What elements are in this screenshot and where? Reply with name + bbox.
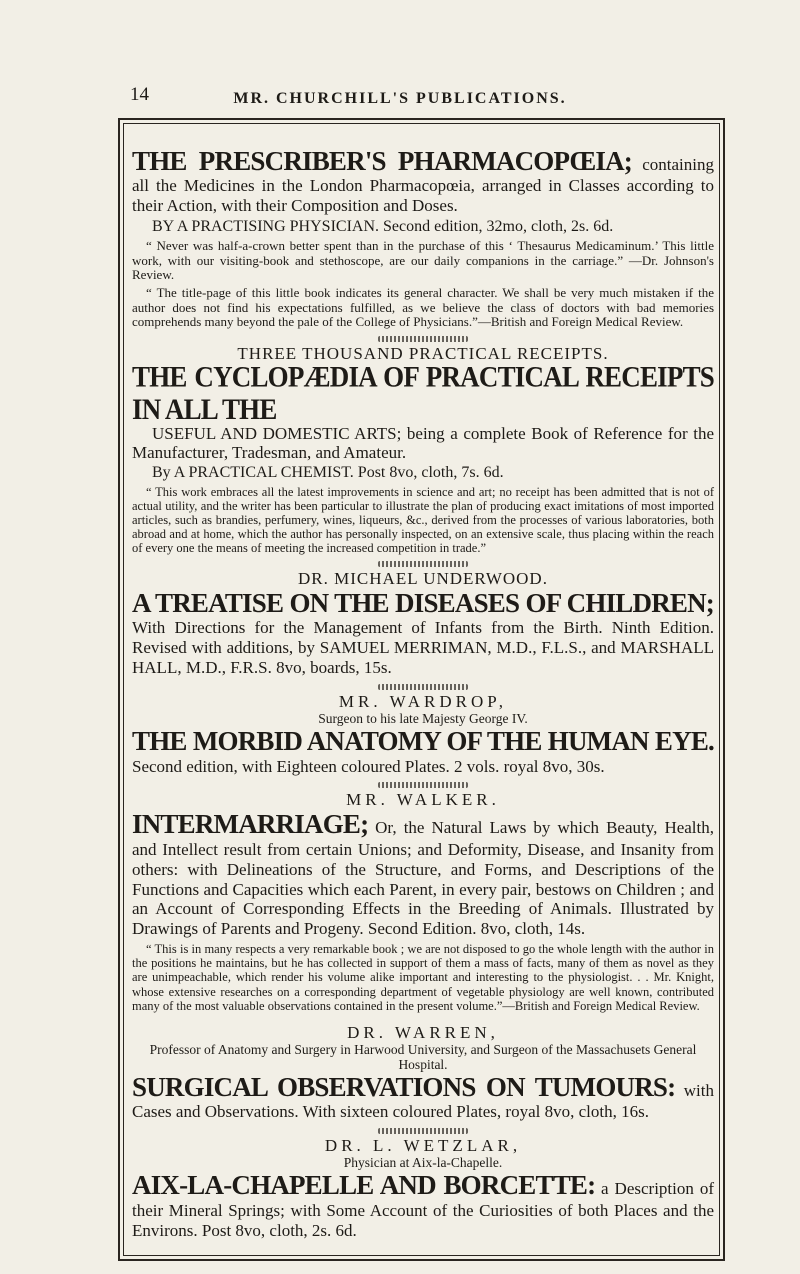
entry-pharmacopoeia (132, 146, 714, 330)
advertisement-column (132, 146, 714, 1246)
author-heading: MR. WALKER. (346, 790, 500, 810)
entry-description: with Cases and Observations. With sixteen coloured Plates, royal 8vo, cloth, 16s. (132, 1081, 714, 1122)
review-quote: “ This work embraces all the latest improvements in science and art; no receipt has been admitted that is not of actual utility, and the writer has been particular to illustrate the plan of producing exact imitations of most imported articles, such as brandies, perfumery, wines, liqueurs, &c., derived from the processes of various laboratories, both abroad and at home, which the author has personally inspected, on an extensive scale, thus placing within the reach of every one the means of meeting the increased competition in trade.” (132, 484, 714, 556)
author-heading: DR. WARREN, (347, 1022, 499, 1042)
ornamental-divider (378, 1128, 468, 1134)
page-number: 14 (130, 84, 149, 105)
entry-description: Or, the Natural Laws by which Beauty, Health, and Intellect result from certain Unions; and Deformity, Disease, and Insanity from others: with Delineations of the Structure, and Forms, and Descriptions of the Functions and Capacities which each Parent, in every pair, bestows on Children ; and an Account of Corresponding Effects in the Breeding of Animals. Illustrated by Drawings of Parents and Progeny. Second Edition. 8vo, cloth, 14s. (132, 818, 715, 939)
author-heading: DR. L. WETZLAR, (324, 1136, 522, 1156)
review-quote: “ This is in many respects a very remarkable book ; we are not disposed to go the whole length with the author in the positions he maintains, but he has collected in support of them a mass of facts, many of them as novel as they are unimpeachable, which render his volume alike important and interesting to the physiologist. . . Mr. Knight, whose extensive researches on a corresponding department of vegetable physiology are well known, contributed many of the most valuable observations contained in the present volume.”—British and Foreign Medical Review. (132, 942, 714, 1013)
author-heading: MR. WARDROP, (338, 692, 508, 712)
entry-author: BY A PRACTISING PHYSICIAN. Second edition, 32mo, cloth, 2s. 6d. (152, 218, 614, 236)
author-heading: DR. MICHAEL UNDERWOOD. (298, 569, 548, 589)
entry-title: A TREATISE ON THE DISEASES OF CHILDREN; (132, 588, 714, 619)
entry-description: USEFUL AND DOMESTIC ARTS; being a complete Book of Reference for the Manufacturer, Tradesman, and Amateur. (132, 423, 714, 462)
running-title: MR. CHURCHILL'S PUBLICATIONS. (233, 90, 567, 107)
review-quote: “ Never was half-a-crown better spent than in the purchase of this ‘ Thesaurus Medicaminum.’ This little work, with our visiting-book and stethoscope, are our daily companions in the carriage.” —Dr. Johnson's Review. (132, 237, 714, 283)
entry-warren (132, 1023, 714, 1122)
ornamental-divider (378, 782, 468, 788)
entry-wardrop (132, 692, 714, 776)
entry-receipts (132, 344, 714, 555)
entry-wetzlar (132, 1136, 714, 1240)
entry-underwood (132, 569, 714, 678)
entry-description: With Directions for the Management of Infants from the Birth. Ninth Edition. Revised with additions, by SAMUEL MERRIMAN, M.D., F.L.S., and MARSHALL HALL, M.D., F.R.S. 8vo, boards, 15s. (132, 618, 714, 678)
entry-title: THE CYCLOPÆDIA OF PRACTICAL RECEIPTS IN ALL THE (132, 360, 714, 426)
ornamental-divider (378, 561, 468, 567)
entry-description: containing all the Medicines in the London Pharmacopœia, arranged in Classes according to their Action, with their Composition and Doses. (132, 155, 714, 216)
review-quote: “ The title-page of this little book indicates its general character. We shall be very much mistaken if the author does not find his expectations fulfilled, as we believe the class of doctors with bad memories comprehends many beyond the pale of the College of Physicians.”—British and Foreign Medical Review. (132, 285, 714, 330)
ornamental-divider (378, 684, 468, 690)
entry-title: THE MORBID ANATOMY OF THE HUMAN EYE. (132, 726, 714, 757)
section-heading: THREE THOUSAND PRACTICAL RECEIPTS. (237, 344, 609, 364)
entry-title: INTERMARRIAGE; (132, 809, 369, 840)
entry-description: a Description of their Mineral Springs; with Some Account of the Curiosities of both Places and the Environs. Post 8vo, cloth, 2s. 6d. (132, 1179, 714, 1240)
author-subtitle: Physician at Aix-la-Chapelle. (343, 1155, 503, 1171)
entry-title: THE PRESCRIBER'S PHARMACOPŒIA; (132, 146, 632, 176)
author-subtitle: Surgeon to his late Majesty George IV. (318, 711, 528, 727)
entry-description: Second edition, with Eighteen coloured Plates. 2 vols. royal 8vo, 30s. (132, 756, 605, 776)
entry-walker (132, 790, 714, 1012)
entry-author: By A PRACTICAL CHEMIST. Post 8vo, cloth, 7s. 6d. (152, 463, 504, 481)
author-subtitle: Professor of Anatomy and Surgery in Harwood University, and Surgeon of the Massachusets General Hospital. (149, 1041, 697, 1072)
entry-title: SURGICAL OBSERVATIONS ON TUMOURS: (132, 1072, 676, 1103)
ornamental-divider (378, 336, 468, 342)
entry-title: AIX-LA-CHAPELLE AND BORCETTE: (132, 1170, 596, 1201)
